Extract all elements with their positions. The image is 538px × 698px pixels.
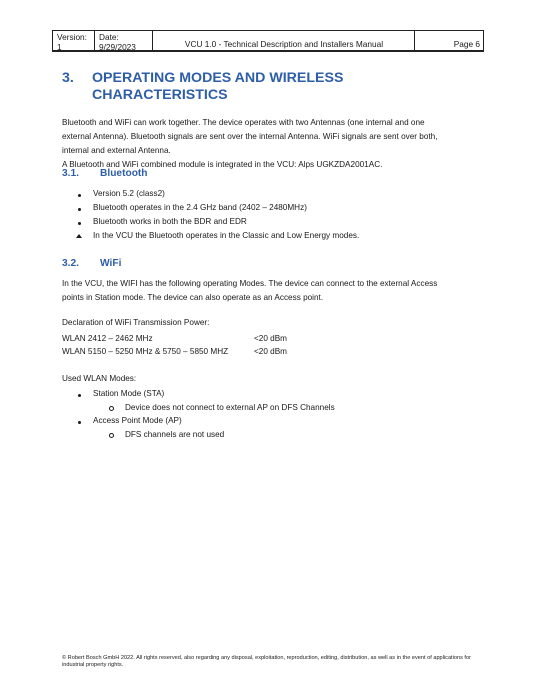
page-number: Page 6: [453, 39, 480, 49]
power-value: <20 dBm: [254, 347, 287, 356]
intro-line: external Antenna). Bluetooth signals are sent over the internal Antenna. WiFi signals are sent over both,: [62, 132, 438, 142]
date-value: 9/29/2023: [99, 42, 136, 52]
intro-line: internal and external Antenna.: [62, 146, 171, 156]
list-item: In the VCU the Bluetooth operates in the Classic and Low Energy modes.: [93, 231, 360, 240]
version-label: Version:: [57, 32, 87, 42]
page-header-table: [52, 30, 484, 52]
power-heading: Declaration of WiFi Transmission Power:: [62, 318, 210, 327]
section-3-intro: [62, 116, 482, 172]
sub-list-item: DFS channels are not used: [125, 430, 225, 439]
list-item: Bluetooth works in both the BDR and EDR: [93, 217, 247, 226]
intro-line: A Bluetooth and WiFi combined module is integrated in the VCU: Alps UGKZDA2001AC.: [62, 159, 383, 169]
version-cell: [53, 31, 95, 50]
version-value: 1: [57, 42, 62, 52]
section-3-1-number: 3.1.: [62, 168, 79, 179]
modes-heading: Used WLAN Modes:: [62, 374, 137, 383]
power-band: WLAN 5150 – 5250 MHz & 5750 – 5850 MHZ: [62, 347, 229, 356]
intro-line: points in Station mode. The device can also operate as an Access point.: [62, 293, 324, 303]
date-cell: [95, 31, 153, 50]
list-item: Station Mode (STA): [93, 389, 165, 398]
triangle-bullet-icon: [76, 234, 82, 238]
bullet-icon: [78, 394, 81, 397]
list-item: Bluetooth operates in the 2.4 GHz band (2402 – 2480MHz): [93, 203, 307, 212]
page-number-cell: [415, 31, 483, 50]
section-3-1-title: Bluetooth: [100, 168, 148, 179]
section-3-2-intro: [62, 277, 482, 305]
section-3-number: 3.: [62, 70, 74, 86]
intro-line: Bluetooth and WiFi can work together. The device operates with two Antennas (one internal and one: [62, 118, 425, 127]
bullet-icon: [78, 208, 81, 211]
section-3-title: OPERATING MODES AND WIRELESS CHARACTERISTICS: [92, 70, 344, 103]
copyright-footer: © Robert Bosch GmbH 2022. All rights reserved, also regarding any disposal, exploitation, reproduction, editing, distribution, as well as in the event of applications for industrial property rights.: [62, 655, 471, 668]
power-band: WLAN 2412 – 2462 MHz: [62, 334, 153, 343]
list-item: Access Point Mode (AP): [93, 416, 182, 425]
document-title: VCU 1.0 - Technical Description and Installers Manual: [184, 39, 384, 49]
date-label: Date:: [99, 32, 119, 42]
power-value: <20 dBm: [254, 334, 287, 343]
document-title-cell: [153, 31, 415, 50]
bullet-icon: [78, 421, 81, 424]
section-3-2-number: 3.2.: [62, 258, 79, 269]
sub-list-item: Device does not connect to external AP on DFS Channels: [125, 403, 335, 412]
circle-bullet-icon: [109, 433, 114, 438]
list-item: Version 5.2 (class2): [93, 189, 165, 198]
intro-line: In the VCU, the WIFI has the following operating Modes. The device can connect to the external Access: [62, 279, 438, 288]
bullet-icon: [78, 222, 81, 225]
circle-bullet-icon: [109, 406, 114, 411]
section-3-2-title: WiFi: [100, 258, 122, 269]
bullet-icon: [78, 194, 81, 197]
